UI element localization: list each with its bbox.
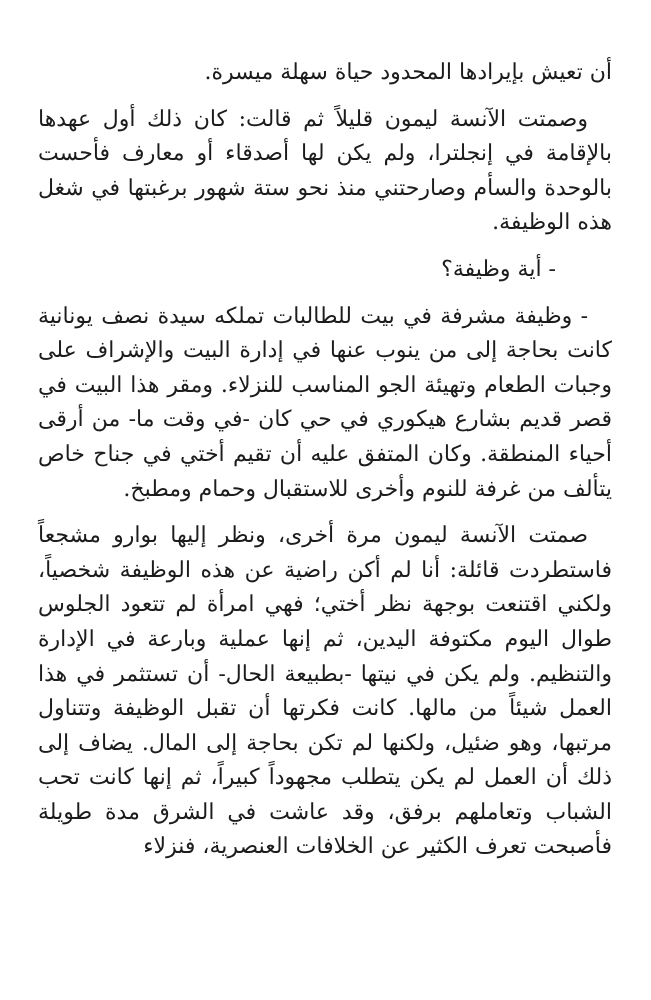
paragraph-miss-lemon-pause: وصمتت الآنسة ليمون قليلاً ثم قالت: كان ذلك أول عهدها بالإقامة في إنجلترا، ولم يكن لها أصدقاء أو معارف فأحست بالوحدة والسأم وصارحتني منذ نحو ستة شهور برغبتها في شغل هذه الوظيفة. — [38, 106, 612, 236]
paragraph-miss-lemon-continues: صمتت الآنسة ليمون مرة أخرى، ونظر إليها بوارو مشجعاً فاستطردت قائلة: أنا لم أكن راضية عن هذه الوظيفة شخصياً، ولكني اقتنعت بوجهة نظر أختي؛ فهي امرأة لم تتعود الجلوس طوال اليوم مكتوفة اليدين، ثم إنها عملية وبارعة في الإدارة والتنظيم. ولم يكن في نيتها -بطبيعة الحال- أن تستثمر في هذا العمل شيئاً من مالها. كانت فكرتها أن تقبل الوظيفة وتتناول مرتبها، وهو ضئيل، ولكنها لم تكن بحاجة إلى المال. يضاف إلى ذلك أن العمل لم يكن يتطلب مجهوداً كبيراً، ثم إنها كانت تحب الشباب وتعاملهم برفق، وقد عاشت في الشرق مدة طويلة فأصبحت تعرف الكثير عن الخلافات العنصرية، فنزلاء — [38, 523, 612, 860]
book-page — [38, 56, 612, 877]
paragraph-dialog-question: - أية وظيفة؟ — [441, 256, 556, 282]
paragraph-dialog-answer: - وظيفة مشرفة في بيت للطالبات تملكه سيدة نصف يونانية كانت بحاجة إلى من ينوب عنها في إدارة البيت والإشراف على وجبات الطعام وتهيئة الجو المناسب للنزلاء. ومقر هذا البيت في قصر قديم بشارع هيكوري في حي كان -في وقت ما- من أرقى أحياء المنطقة. وكان المتفق عليه أن تقيم أختي في جناح خاص يتألف من غرفة للنوم وأخرى للاستقبال وحمام ومطبخ. — [38, 303, 612, 502]
paragraph-continuation: أن تعيش بإيرادها المحدود حياة سهلة ميسرة. — [204, 60, 612, 85]
